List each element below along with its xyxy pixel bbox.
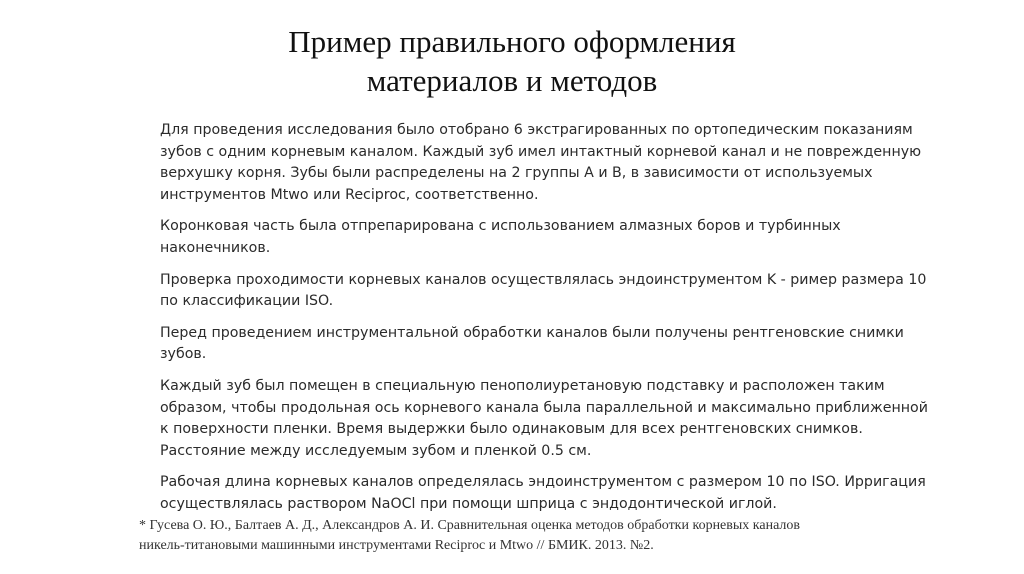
title-line: материалов и методов [366,63,658,98]
footnote-citation [139,516,899,556]
body-text [160,120,928,526]
paragraph-xray [160,323,904,366]
text-line: образом, чтобы продольная ось корневого канала была параллельной и максимально приближенной [160,399,928,416]
text-line: по классификации ISO. [160,293,334,310]
title-line: Пример правильного оформления [288,24,736,59]
text-line: зубов. [160,346,207,363]
text-line: зубов с одним корневым каналом. Каждый зуб имел интактный корневой канал и не поврежденную [160,143,922,160]
paragraph-crown-preparation [160,216,860,259]
text-line: Коронковая часть была отпрепарирована с использованием алмазных боров и турбинных [160,218,841,235]
paragraph-materials [160,120,922,206]
paragraph-patency-check [160,270,927,313]
text-line: Рабочая длина корневых каналов определялась эндоинструментом с размером 10 по ISO. Ирригация [160,474,926,491]
text-line: к поверхности пленки. Время выдержки было одинаковым для всех рентгеновских снимков. [160,421,863,438]
footnote-line: никель-титановыми машинными инструментами Reciproc и Mtwo // БМИК. 2013. №2. [139,538,654,553]
text-line: Проверка проходимости корневых каналов осуществлялась эндоинструментом K - ример размера 10 [160,271,927,288]
text-line: верхушку корня. Зубы были распределены на 2 группы А и В, в зависимости от используемых [160,165,873,182]
text-line: Каждый зуб был помещен в специальную пенополиуретановую подставку и расположен таким [160,377,885,394]
paragraph-working-length [160,472,926,515]
text-line: Расстояние между исследуемым зубом и пленкой 0.5 см. [160,442,592,459]
slide-title [0,22,1024,100]
paragraph-positioning [160,376,928,462]
text-line: Для проведения исследования было отобрано 6 экстрагированных по ортопедическим показаниям [160,122,913,138]
text-line: осуществлялась раствором NaOCl при помощи шприца с эндодонтической иглой. [160,495,777,512]
footnote-line: * Гусева О. Ю., Балтаев А. Д., Александров А. И. Сравнительная оценка методов обработки корневых каналов [139,518,801,533]
text-line: наконечников. [160,239,271,256]
text-line: Перед проведением инструментальной обработки каналов были получены рентгеновские снимки [160,324,904,341]
text-line: инструментов Mtwo или Reciproc, соответственно. [160,186,539,203]
